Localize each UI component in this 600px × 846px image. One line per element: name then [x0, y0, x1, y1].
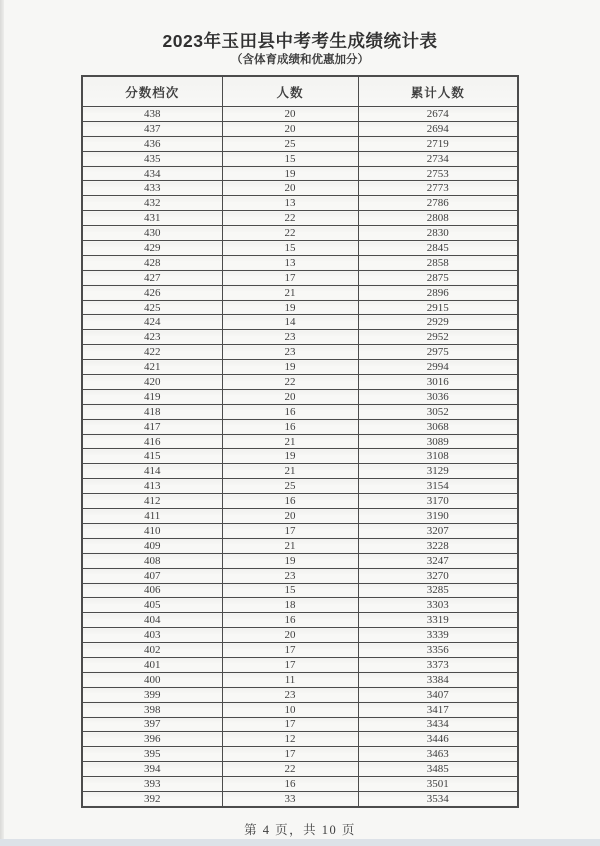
table-row — [82, 717, 518, 732]
table-cell: 19 — [222, 300, 358, 315]
table-cell: 3016 — [358, 375, 518, 390]
table-row — [82, 583, 518, 598]
table-cell: 427 — [82, 270, 222, 285]
table-row — [82, 747, 518, 762]
table-cell: 2674 — [358, 107, 518, 122]
page-number: 第 4 页，共 10 页 — [244, 822, 356, 837]
table-row — [82, 285, 518, 300]
table-row — [82, 657, 518, 672]
table-cell: 398 — [82, 702, 222, 717]
table-cell: 3068 — [358, 419, 518, 434]
table-cell: 3108 — [358, 449, 518, 464]
table-cell: 23 — [222, 330, 358, 345]
table-cell: 437 — [82, 121, 222, 136]
table-cell: 3228 — [358, 538, 518, 553]
table-row — [82, 538, 518, 553]
table-row — [82, 643, 518, 658]
table-row — [82, 360, 518, 375]
table-cell: 3089 — [358, 434, 518, 449]
table-cell: 16 — [222, 494, 358, 509]
table-row — [82, 211, 518, 226]
table-cell: 2952 — [358, 330, 518, 345]
table-cell: 2858 — [358, 255, 518, 270]
table-cell: 16 — [222, 777, 358, 792]
table-row — [82, 702, 518, 717]
table-cell: 400 — [82, 672, 222, 687]
table-cell: 2929 — [358, 315, 518, 330]
table-cell: 22 — [222, 211, 358, 226]
table-cell: 10 — [222, 702, 358, 717]
table-cell: 3434 — [358, 717, 518, 732]
table-cell: 3190 — [358, 509, 518, 524]
score-statistics-table — [81, 75, 519, 808]
table-cell: 13 — [222, 196, 358, 211]
table-cell: 20 — [222, 181, 358, 196]
table-cell: 433 — [82, 181, 222, 196]
table-cell: 393 — [82, 777, 222, 792]
table-row — [82, 494, 518, 509]
table-cell: 3154 — [358, 479, 518, 494]
table-row — [82, 181, 518, 196]
table-cell: 2845 — [358, 241, 518, 256]
table-cell: 419 — [82, 389, 222, 404]
table-cell: 33 — [222, 791, 358, 806]
page-title: 2023年玉田县中考考生成绩统计表 — [162, 31, 438, 51]
table-cell: 12 — [222, 732, 358, 747]
table-cell: 25 — [222, 479, 358, 494]
table-row — [82, 628, 518, 643]
table-row — [82, 166, 518, 181]
table-cell: 19 — [222, 166, 358, 181]
table-cell: 3319 — [358, 613, 518, 628]
table-cell: 395 — [82, 747, 222, 762]
scan-left-edge — [0, 0, 4, 846]
table-cell: 411 — [82, 509, 222, 524]
table-cell: 423 — [82, 330, 222, 345]
table-cell: 22 — [222, 226, 358, 241]
table-cell: 3407 — [358, 687, 518, 702]
table-cell: 430 — [82, 226, 222, 241]
table-cell: 21 — [222, 538, 358, 553]
table-row — [82, 375, 518, 390]
table-row — [82, 791, 518, 806]
table-row — [82, 226, 518, 241]
table-cell: 428 — [82, 255, 222, 270]
table-cell: 405 — [82, 598, 222, 613]
table-cell: 2753 — [358, 166, 518, 181]
table-cell: 403 — [82, 628, 222, 643]
table-cell: 2694 — [358, 121, 518, 136]
table-cell: 418 — [82, 404, 222, 419]
table-cell: 22 — [222, 762, 358, 777]
col-header-cumulative-count: 累计人数 — [358, 76, 518, 107]
table-row — [82, 419, 518, 434]
table-cell: 392 — [82, 791, 222, 806]
table-cell: 404 — [82, 613, 222, 628]
table-row — [82, 777, 518, 792]
table-cell: 15 — [222, 583, 358, 598]
table-cell: 20 — [222, 107, 358, 122]
table-cell: 3501 — [358, 777, 518, 792]
table-cell: 3170 — [358, 494, 518, 509]
table-cell: 416 — [82, 434, 222, 449]
table-cell: 21 — [222, 434, 358, 449]
table-cell: 410 — [82, 523, 222, 538]
table-cell: 407 — [82, 568, 222, 583]
table-cell: 3373 — [358, 657, 518, 672]
table-row — [82, 598, 518, 613]
table-cell: 14 — [222, 315, 358, 330]
table-cell: 20 — [222, 628, 358, 643]
table-cell: 3339 — [358, 628, 518, 643]
table-cell: 20 — [222, 389, 358, 404]
table-cell: 3485 — [358, 762, 518, 777]
table-cell: 432 — [82, 196, 222, 211]
table-cell: 408 — [82, 553, 222, 568]
table-cell: 3036 — [358, 389, 518, 404]
table-cell: 3463 — [358, 747, 518, 762]
table-cell: 17 — [222, 717, 358, 732]
table-cell: 17 — [222, 270, 358, 285]
table-cell: 16 — [222, 404, 358, 419]
table-row — [82, 255, 518, 270]
table-cell: 431 — [82, 211, 222, 226]
table-cell: 19 — [222, 553, 358, 568]
table-cell: 16 — [222, 613, 358, 628]
table-cell: 2875 — [358, 270, 518, 285]
table-cell: 2994 — [358, 360, 518, 375]
table-cell: 2975 — [358, 345, 518, 360]
table-cell: 396 — [82, 732, 222, 747]
table-row — [82, 241, 518, 256]
table-row — [82, 672, 518, 687]
page-subtitle: （含体育成绩和优惠加分） — [231, 54, 369, 66]
table-cell: 21 — [222, 464, 358, 479]
table-row — [82, 270, 518, 285]
table-cell: 401 — [82, 657, 222, 672]
table-cell: 422 — [82, 345, 222, 360]
table-row — [82, 330, 518, 345]
table-cell: 20 — [222, 509, 358, 524]
table-cell: 3052 — [358, 404, 518, 419]
table-cell: 20 — [222, 121, 358, 136]
table-cell: 17 — [222, 643, 358, 658]
table-cell: 435 — [82, 151, 222, 166]
table-cell: 3247 — [358, 553, 518, 568]
table-cell: 13 — [222, 255, 358, 270]
table-cell: 17 — [222, 747, 358, 762]
table-row — [82, 107, 518, 122]
table-row — [82, 136, 518, 151]
table-cell: 3303 — [358, 598, 518, 613]
table-cell: 15 — [222, 151, 358, 166]
table-cell: 2773 — [358, 181, 518, 196]
table-row — [82, 523, 518, 538]
table-cell: 2719 — [358, 136, 518, 151]
table-cell: 436 — [82, 136, 222, 151]
table-cell: 2915 — [358, 300, 518, 315]
table-cell: 415 — [82, 449, 222, 464]
table-row — [82, 121, 518, 136]
table-cell: 406 — [82, 583, 222, 598]
table-row — [82, 315, 518, 330]
table-cell: 23 — [222, 345, 358, 360]
table-cell: 402 — [82, 643, 222, 658]
table-cell: 16 — [222, 419, 358, 434]
table-cell: 3270 — [358, 568, 518, 583]
col-header-score-tier: 分数档次 — [82, 76, 222, 107]
table-cell: 21 — [222, 285, 358, 300]
table-cell: 2896 — [358, 285, 518, 300]
table-cell: 3534 — [358, 791, 518, 806]
table-cell: 429 — [82, 241, 222, 256]
table-row — [82, 196, 518, 211]
table-cell: 25 — [222, 136, 358, 151]
table-cell: 11 — [222, 672, 358, 687]
table-cell: 19 — [222, 360, 358, 375]
table-cell: 412 — [82, 494, 222, 509]
table-cell: 399 — [82, 687, 222, 702]
table-cell: 426 — [82, 285, 222, 300]
scan-bottom-edge — [0, 839, 600, 846]
table-cell: 23 — [222, 568, 358, 583]
table-cell: 15 — [222, 241, 358, 256]
table-cell: 17 — [222, 523, 358, 538]
table-cell: 2734 — [358, 151, 518, 166]
table-cell: 3356 — [358, 643, 518, 658]
table-row — [82, 509, 518, 524]
table-cell: 394 — [82, 762, 222, 777]
table-cell: 3285 — [358, 583, 518, 598]
table-cell: 413 — [82, 479, 222, 494]
table-cell: 438 — [82, 107, 222, 122]
table-row — [82, 151, 518, 166]
table-cell: 18 — [222, 598, 358, 613]
table-row — [82, 404, 518, 419]
table-row — [82, 345, 518, 360]
table-cell: 17 — [222, 657, 358, 672]
table-cell: 3384 — [358, 672, 518, 687]
table-cell: 3129 — [358, 464, 518, 479]
table-row — [82, 389, 518, 404]
table-row — [82, 479, 518, 494]
table-cell: 3446 — [358, 732, 518, 747]
score-table-body — [82, 107, 518, 807]
table-cell: 424 — [82, 315, 222, 330]
col-header-count: 人数 — [222, 76, 358, 107]
table-row — [82, 434, 518, 449]
table-row — [82, 464, 518, 479]
table-cell: 434 — [82, 166, 222, 181]
table-row — [82, 613, 518, 628]
table-cell: 2786 — [358, 196, 518, 211]
table-cell: 23 — [222, 687, 358, 702]
table-header-row — [82, 76, 518, 107]
table-cell: 2830 — [358, 226, 518, 241]
table-row — [82, 687, 518, 702]
table-cell: 417 — [82, 419, 222, 434]
table-row — [82, 732, 518, 747]
table-cell: 425 — [82, 300, 222, 315]
table-row — [82, 300, 518, 315]
table-cell: 19 — [222, 449, 358, 464]
table-row — [82, 449, 518, 464]
table-cell: 22 — [222, 375, 358, 390]
table-cell: 397 — [82, 717, 222, 732]
table-cell: 3417 — [358, 702, 518, 717]
table-cell: 2808 — [358, 211, 518, 226]
table-row — [82, 762, 518, 777]
table-cell: 409 — [82, 538, 222, 553]
table-cell: 414 — [82, 464, 222, 479]
table-cell: 3207 — [358, 523, 518, 538]
table-cell: 420 — [82, 375, 222, 390]
table-row — [82, 568, 518, 583]
table-row — [82, 553, 518, 568]
table-cell: 421 — [82, 360, 222, 375]
